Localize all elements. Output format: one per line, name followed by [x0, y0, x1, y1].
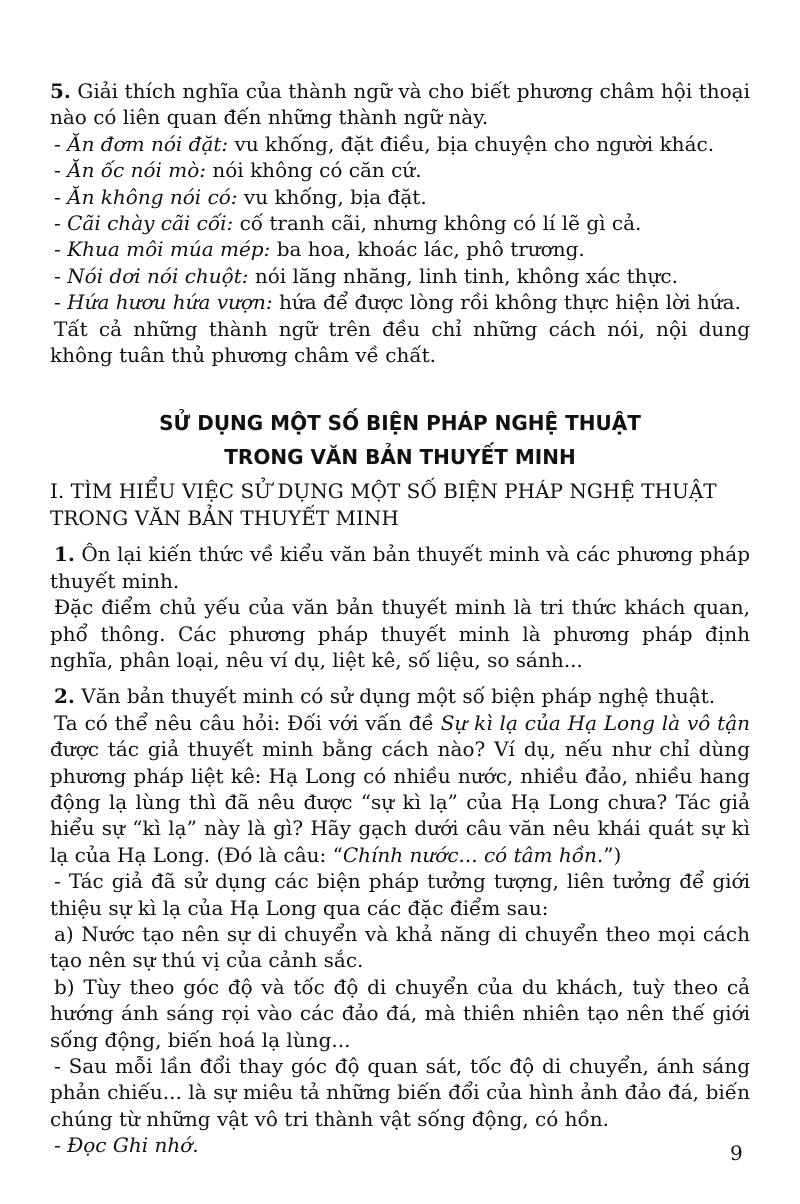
lesson-title [50, 406, 750, 474]
answer-paragraph: Đặc điểm chủ yếu của văn bản thuyết minh là tri thức khách quan, phổ thông. Các phương pháp thuyết minh là phương pháp định nghĩa, phân loại, nêu ví dụ, liệt kê, số liệu, so sánh... [50, 595, 750, 672]
idiom-item: - Cãi chày cãi cối: cố tranh cãi, nhưng không có lí lẽ gì cả. [54, 211, 642, 236]
question-1 [50, 541, 750, 594]
idiom-item: - Ăn đơm nói đặt: vu khống, đặt điều, bịa chuyện cho người khác. [54, 131, 715, 156]
question-number: 2. [54, 684, 75, 709]
answer-item-a: a) Nước tạo nên sự di chuyển và khả năng di chuyển theo mọi cách tạo nên sự thú vị của cảnh sắc. [50, 921, 750, 973]
answer-italic-phrase: Sự kì lạ của Hạ Long là vô tận [440, 710, 751, 735]
idiom-meaning: vu khống, bịa đặt. [237, 184, 427, 209]
idiom-item: - Nói dơi nói chuột: nói lăng nhăng, linh tinh, không xác thực. [54, 263, 678, 288]
question-5 [50, 78, 750, 131]
question-text: Giải thích nghĩa của thành ngữ và cho biết phương châm hội thoại nào có liên quan đến những thành ngữ này. [50, 79, 750, 130]
answer-text: được tác giả thuyết minh bằng cách nào? Ví dụ, nếu như chỉ dùng phương pháp liệt kê: Hạ Long có nhiều nước, nhiều đảo, nhiều hang động lạ lùng thì đã nêu được “sự kì lạ” của Hạ Long chưa? Tác giả hiểu sự “kì lạ” này là gì? Hãy gạch dưới câu văn nêu khái quát sự kì lạ của Hạ Long. (Đó là câu: “ [50, 737, 750, 867]
idiom-meaning: ba hoa, khoác lác, phô trương. [270, 237, 585, 262]
question-number: 5. [50, 79, 71, 103]
idiom-item: - Hứa hươu hứa vượn: hứa để được lòng rồi không thực hiện lời hứa. [54, 290, 741, 315]
idiom-meaning: nói không có căn cứ. [206, 158, 422, 183]
idiom-item: - Khua môi múa mép: ba hoa, khoác lác, phô trương. [54, 237, 585, 262]
idiom-term: Ăn ốc nói mò: [67, 158, 207, 183]
page-content [50, 78, 750, 1159]
idiom-meaning: nói lăng nhăng, linh tinh, không xác thực. [248, 263, 678, 288]
idiom-meaning: hứa để được lòng rồi không thực hiện lời hứa. [272, 290, 741, 315]
answer-paragraph: - Sau mỗi lần đổi thay góc độ quan sát, tốc độ di chuyển, ánh sáng phản chiếu... là sự miêu tả những biến đổi của hình ảnh đảo đá, biến chúng từ những vật vô tri thành vật sống động, có hồn. [50, 1054, 750, 1131]
idiom-term: Ăn không nói có: [67, 184, 238, 209]
idiom-term: Khua môi múa mép: [67, 237, 271, 262]
question-text: Ôn lại kiến thức về kiểu văn bản thuyết minh và các phương pháp thuyết minh. [50, 542, 750, 593]
question-2 [50, 683, 750, 709]
lesson-title-line-2: TRONG VĂN BẢN THUYẾT MINH [224, 445, 576, 470]
idiom-meaning: vu khống, đặt điều, bịa chuyện cho người khác. [228, 131, 715, 156]
conclusion-paragraph: Tất cả những thành ngữ trên đều chỉ những cách nói, nội dung không tuân thủ phương châm về chất. [50, 316, 750, 368]
question-text: Văn bản thuyết minh có sử dụng một số biện pháp nghệ thuật. [74, 684, 716, 709]
answer-item-b: b) Tùy theo góc độ và tốc độ di chuyển của du khách, tuỳ theo cả hướng ánh sáng rọi vào các đảo đá, mà thiên nhiên tạo nên thế giới sống động, biến hoá lạ lùng... [50, 974, 750, 1052]
answer-paragraph: - Tác giả đã sử dụng các biện pháp tưởng tượng, liên tưởng để giới thiệu sự kì lạ của Hạ Long qua các đặc điểm sau: [50, 869, 750, 920]
idiom-term: Cãi chày cãi cối: [67, 211, 234, 236]
answer-text: Ta có thể nêu câu hỏi: Đối với vấn đề [54, 710, 441, 735]
idiom-item: - Ăn ốc nói mò: nói không có căn cứ. [54, 158, 422, 183]
section-title: I. TÌM HIỂU VIỆC SỬ DỤNG MỘT SỐ BIỆN PHÁP NGHỆ THUẬT TRONG VĂN BẢN THUYẾT MINH [50, 479, 717, 530]
lesson-title-line-1: SỬ DỤNG MỘT SỐ BIỆN PHÁP NGHỆ THUẬT [159, 411, 641, 436]
answer-paragraph [50, 710, 750, 868]
idiom-item: - Ăn không nói có: vu khống, bịa đặt. [54, 184, 427, 209]
idiom-term: Nói dơi nói chuột: [67, 263, 249, 288]
idiom-term: Ăn đơm nói đặt: [67, 131, 229, 156]
idiom-term: Hứa hươu hứa vượn: [67, 290, 273, 315]
read-note-text: Đọc Ghi nhớ. [67, 1133, 199, 1158]
idiom-meaning: cố tranh cãi, nhưng không có lí lẽ gì cả. [233, 211, 642, 236]
read-note: - Đọc Ghi nhớ. [54, 1133, 199, 1158]
answer-quote: Chính nước... có tâm hồn. [342, 842, 604, 867]
answer-text: ”) [603, 842, 622, 867]
page-number: 9 [730, 1141, 743, 1165]
question-number: 1. [54, 542, 75, 567]
